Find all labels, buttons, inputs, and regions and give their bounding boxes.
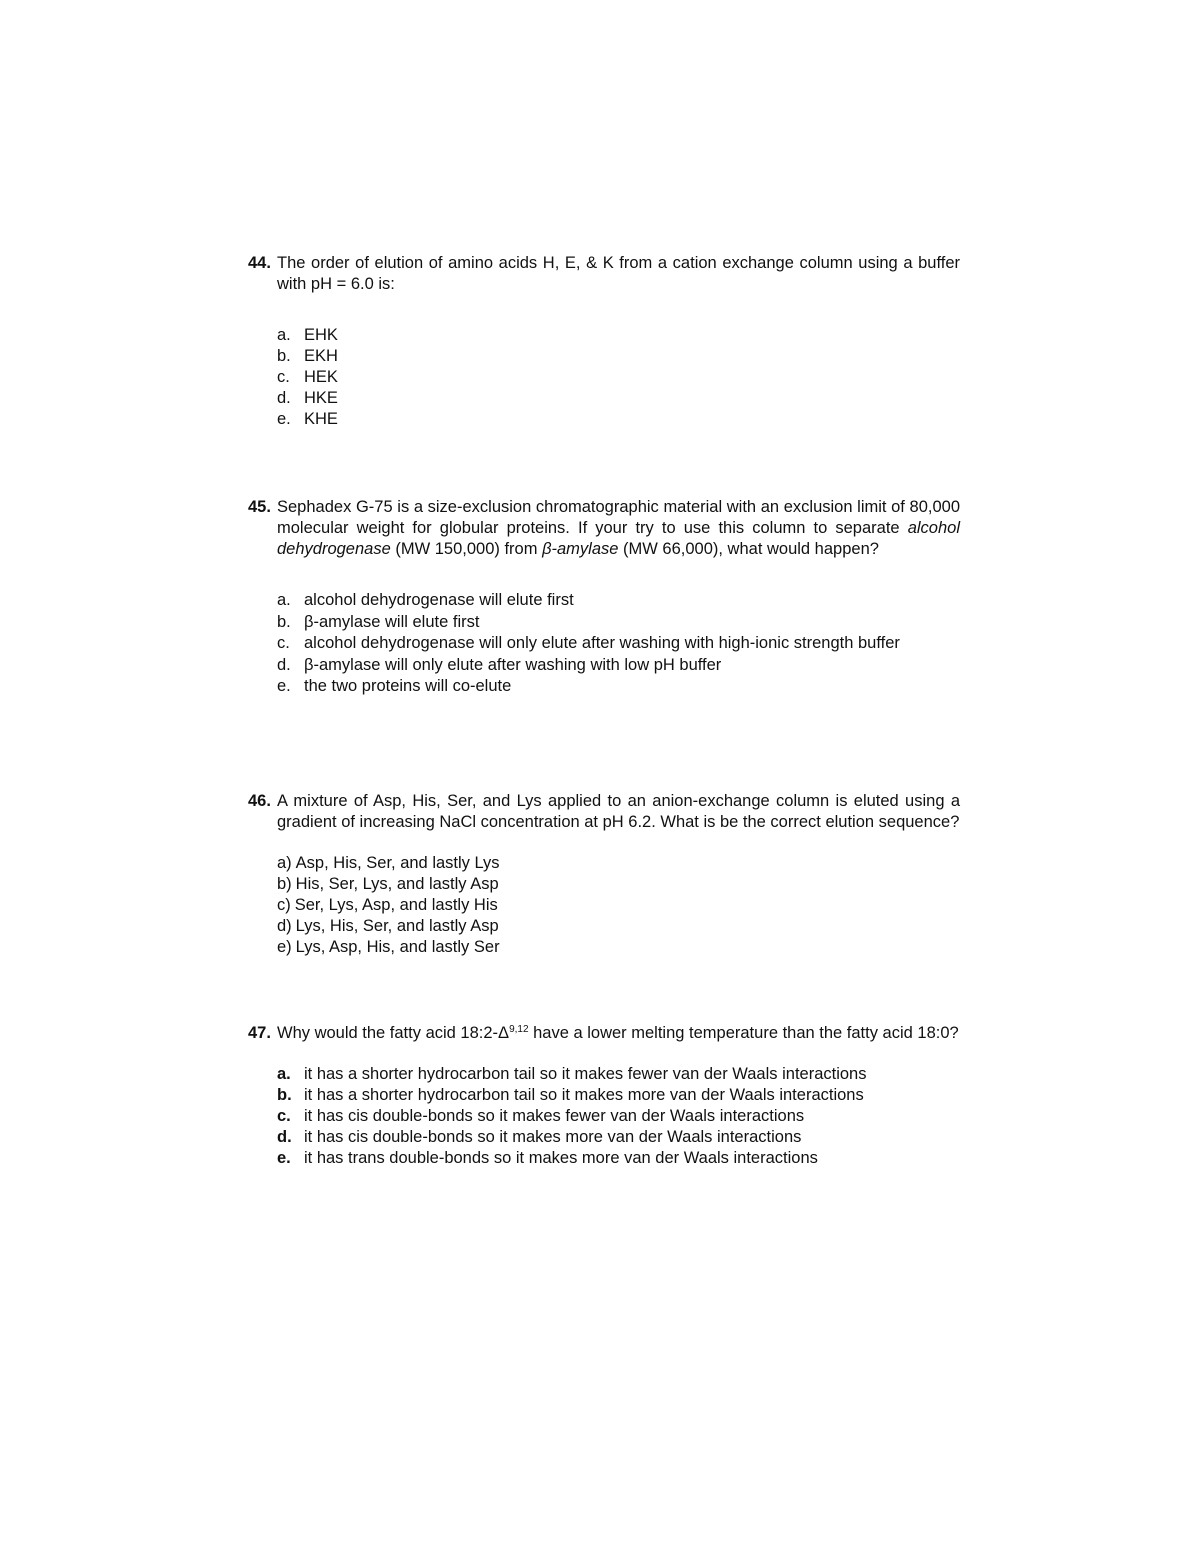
option-letter: b. bbox=[277, 347, 291, 365]
option-letter: a) bbox=[277, 854, 292, 872]
option-letter: d. bbox=[277, 655, 291, 674]
question-number: 45. bbox=[248, 498, 271, 516]
option-b[interactable] bbox=[277, 1085, 960, 1106]
option-letter: c) bbox=[277, 896, 291, 914]
option-letter: d. bbox=[277, 389, 291, 407]
option-text: Ser, Lys, Asp, and lastly His bbox=[294, 896, 498, 914]
option-text: His, Ser, Lys, and lastly Asp bbox=[295, 875, 499, 893]
option-d[interactable] bbox=[277, 1127, 960, 1148]
option-text: alcohol dehydrogenase will only elute after washing with high-ionic strength buffer bbox=[304, 634, 900, 653]
option-letter: c. bbox=[277, 1107, 291, 1125]
option-letter: e. bbox=[277, 410, 291, 428]
option-c[interactable] bbox=[277, 367, 960, 388]
protein-name-italic: alcohol dehydrogenase bbox=[277, 519, 960, 558]
option-letter: d) bbox=[277, 917, 292, 935]
option-text: HEK bbox=[304, 368, 338, 386]
option-d[interactable] bbox=[277, 388, 960, 409]
question-text-part: have a lower melting temperature than the fatty acid 18:0? bbox=[528, 1024, 959, 1042]
option-b[interactable] bbox=[277, 612, 960, 634]
option-letter: b. bbox=[277, 612, 291, 631]
question-number: 47. bbox=[248, 1024, 271, 1042]
question-47 bbox=[248, 1023, 960, 1169]
answer-options bbox=[277, 325, 960, 430]
option-letter: b) bbox=[277, 875, 292, 893]
question-number: 44. bbox=[248, 254, 271, 272]
option-c[interactable] bbox=[277, 633, 960, 655]
option-letter: e) bbox=[277, 938, 292, 956]
option-e[interactable] bbox=[277, 1148, 960, 1169]
option-text: it has a shorter hydrocarbon tail so it makes more van der Waals interactions bbox=[304, 1086, 864, 1104]
question-text-part: (MW 150,000) from bbox=[390, 540, 543, 558]
option-text: HKE bbox=[304, 389, 338, 407]
question-45 bbox=[248, 497, 960, 698]
question-stem bbox=[248, 497, 960, 560]
option-letter: c. bbox=[277, 368, 290, 386]
option-d[interactable] bbox=[277, 655, 960, 677]
option-letter: e. bbox=[277, 1149, 291, 1167]
option-text: β-amylase will elute first bbox=[304, 612, 480, 631]
option-b[interactable] bbox=[277, 346, 960, 367]
superscript-positions: 9,12 bbox=[509, 1024, 529, 1035]
question-text-part: Sephadex G-75 is a size-exclusion chromatographic material with an exclusion limit of 80,000 molecular weight for globular proteins. If your try to use this column to separate bbox=[277, 498, 960, 537]
option-c[interactable] bbox=[277, 895, 960, 916]
option-letter: b. bbox=[277, 1086, 292, 1104]
option-a[interactable] bbox=[277, 325, 960, 346]
question-stem bbox=[248, 791, 960, 833]
option-letter: a. bbox=[277, 326, 291, 344]
question-number: 46. bbox=[248, 792, 271, 810]
option-e[interactable] bbox=[277, 937, 960, 958]
answer-options bbox=[277, 853, 960, 958]
question-text bbox=[277, 497, 960, 560]
option-letter: a. bbox=[277, 1065, 291, 1083]
question-stem bbox=[248, 1023, 960, 1044]
question-text-part: (MW 66,000), what would happen? bbox=[618, 540, 879, 558]
option-text: the two proteins will co-elute bbox=[304, 677, 512, 696]
option-b[interactable] bbox=[277, 874, 960, 895]
option-text: alcohol dehydrogenase will elute first bbox=[304, 591, 574, 609]
option-a[interactable] bbox=[277, 853, 960, 874]
answer-options bbox=[277, 590, 960, 698]
option-text: EHK bbox=[304, 326, 338, 344]
option-d[interactable] bbox=[277, 916, 960, 937]
question-46 bbox=[248, 791, 960, 958]
question-text-part: Why would the fatty acid 18:2-Δ bbox=[277, 1024, 510, 1042]
option-a[interactable] bbox=[277, 590, 960, 612]
option-text: Lys, Asp, His, and lastly Ser bbox=[295, 938, 500, 956]
question-44 bbox=[248, 253, 960, 430]
question-text: A mixture of Asp, His, Ser, and Lys applied to an anion-exchange column is eluted using a gradient of increasing NaCl concentration at pH 6.2. What is be the correct elution sequence? bbox=[277, 792, 960, 831]
option-c[interactable] bbox=[277, 1106, 960, 1127]
option-letter: c. bbox=[277, 634, 290, 653]
option-text: Asp, His, Ser, and lastly Lys bbox=[295, 854, 500, 872]
option-text: it has a shorter hydrocarbon tail so it makes fewer van der Waals interactions bbox=[304, 1065, 867, 1083]
option-text: β-amylase will only elute after washing with low pH buffer bbox=[304, 655, 722, 674]
option-letter: e. bbox=[277, 677, 291, 696]
option-text: it has cis double-bonds so it makes more van der Waals interactions bbox=[304, 1128, 802, 1146]
option-text: it has cis double-bonds so it makes fewer van der Waals interactions bbox=[304, 1107, 805, 1125]
option-letter: a. bbox=[277, 591, 291, 609]
option-e[interactable] bbox=[277, 409, 960, 430]
option-text: it has trans double-bonds so it makes more van der Waals interactions bbox=[304, 1149, 818, 1167]
option-a[interactable] bbox=[277, 1064, 960, 1085]
option-e[interactable] bbox=[277, 676, 960, 698]
option-text: KHE bbox=[304, 410, 338, 428]
question-text: The order of elution of amino acids H, E, & K from a cation exchange column using a buffer with pH = 6.0 is: bbox=[277, 254, 960, 293]
answer-options bbox=[277, 1064, 960, 1169]
question-text bbox=[277, 1023, 960, 1044]
protein-name-italic: β-amylase bbox=[542, 540, 619, 558]
option-text: EKH bbox=[304, 347, 338, 365]
option-text: Lys, His, Ser, and lastly Asp bbox=[295, 917, 499, 935]
option-letter: d. bbox=[277, 1128, 292, 1146]
question-stem bbox=[248, 253, 960, 295]
